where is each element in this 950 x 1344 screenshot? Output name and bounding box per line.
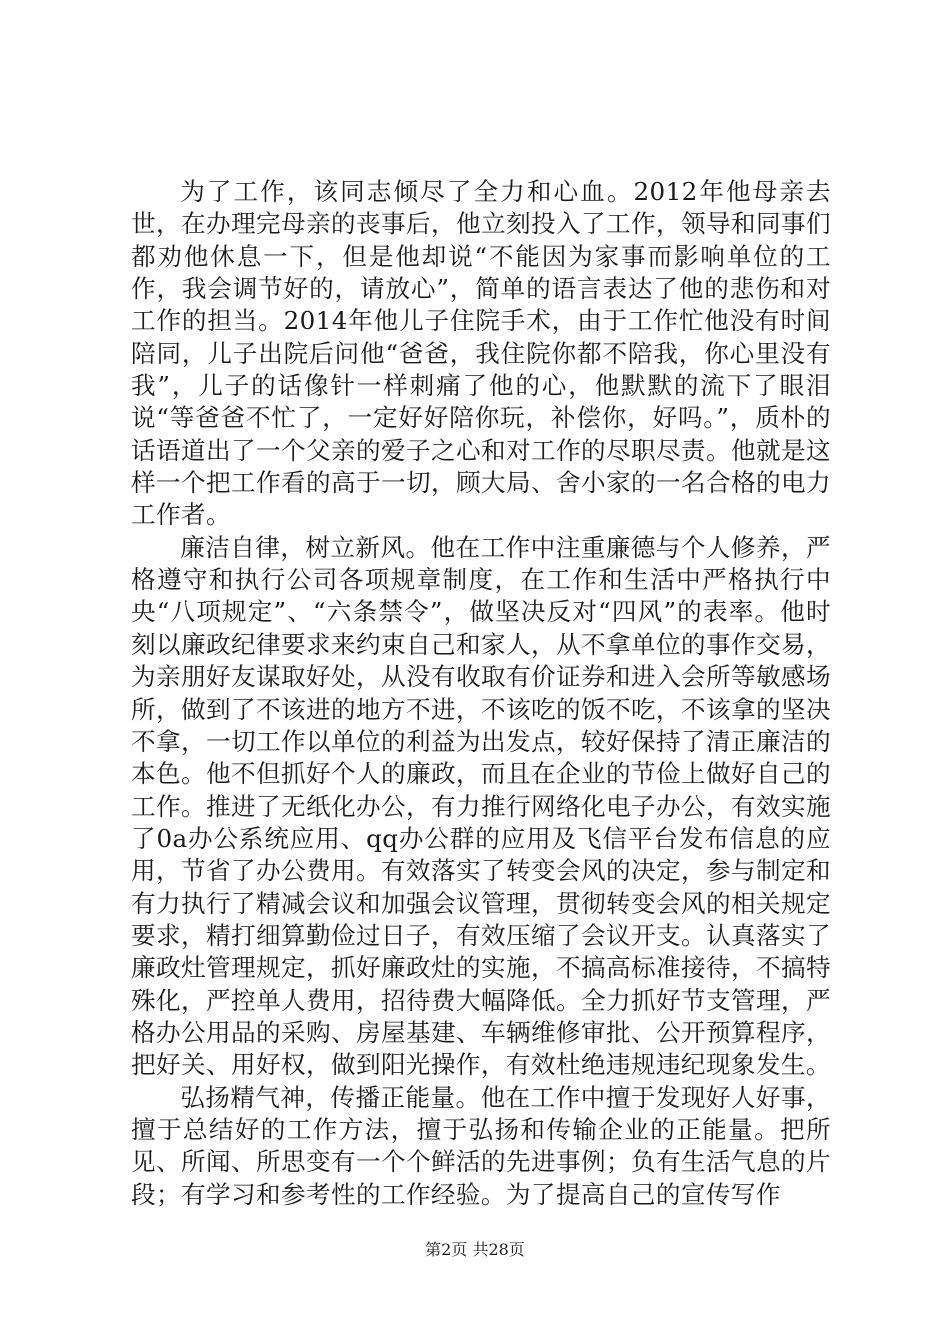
page-number-footer: 第2页 共28页 <box>425 1240 525 1259</box>
document-body <box>131 176 831 1211</box>
paragraph-dedication: 为了工作，该同志倾尽了全力和心血。2012年他母亲去世，在办理完母亲的丧事后，他立刻投入了工作，领导和同事们都劝他休息一下，但是他却说“不能因为家事而影响单位的工作，我会调节好的，请放心”，简单的语言表达了他的悲伤和对工作的担当。2014年他儿子住院手术，由于工作忙他没有时间陪同，儿子出院后问他“爸爸，我住院你都不陪我，你心里没有我”，儿子的话像针一样刺痛了他的心，他默默的流下了眼泪说“等爸爸不忙了，一定好好陪你玩，补偿你，好吗。”，质朴的话语道出了一个父亲的爱子之心和对工作的尽职尽责。他就是这样一个把工作看的高于一切，顾大局、舍小家的一名合格的电力工作者。 <box>131 177 831 530</box>
paragraph-positive-energy: 弘扬精气神，传播正能量。他在工作中擅于发现好人好事，擅于总结好的工作方法，擅于弘扬和传输企业的正能量。把所见、所闻、所思变有一个个鲜活的先进事例；负有生活气息的片段；有学习和参考性的工作经验。为了提高自己的宣传写作 <box>131 1082 831 1209</box>
paragraph-integrity: 廉洁自律，树立新风。他在工作中注重廉德与个人修养，严格遵守和执行公司各项规章制度，在工作和生活中严格执行中央“八项规定”、“六条禁令”，做坚决反对“四风”的表率。他时刻以廉政纪律要求来约束自己和家人，从不拿单位的事作交易，为亲朋好友谋取好处，从没有收取有价证券和进入会所等敏感场所，做到了不该进的地方不进，不该吃的饭不吃，不该拿的坚决不拿，一切工作以单位的利益为出发点，较好保持了清正廉洁的本色。他不但抓好个人的廉政，而且在企业的节俭上做好自己的工作。推进了无纸化办公，有力推行网络化电子办公，有效实施了0a办公系统应用、qq办公群的应用及飞信平台发布信息的应用，节省了办公费用。有效落实了转变会风的决定，参与制定和有力执行了精减会议和加强会议管理，贯彻转变会风的相关规定要求，精打细算勤俭过日子，有效压缩了会议开支。认真落实了廉政灶管理规定，抓好廉政灶的实施，不搞高标准接待，不搞特殊化，严控单人费用，招待费大幅降低。全力抓好节支管理，严格办公用品的采购、房屋基建、车辆维修审批、公开预算程序，把好关、用好权，做到阳光操作，有效杜绝违规违纪现象发生。 <box>131 532 831 1080</box>
